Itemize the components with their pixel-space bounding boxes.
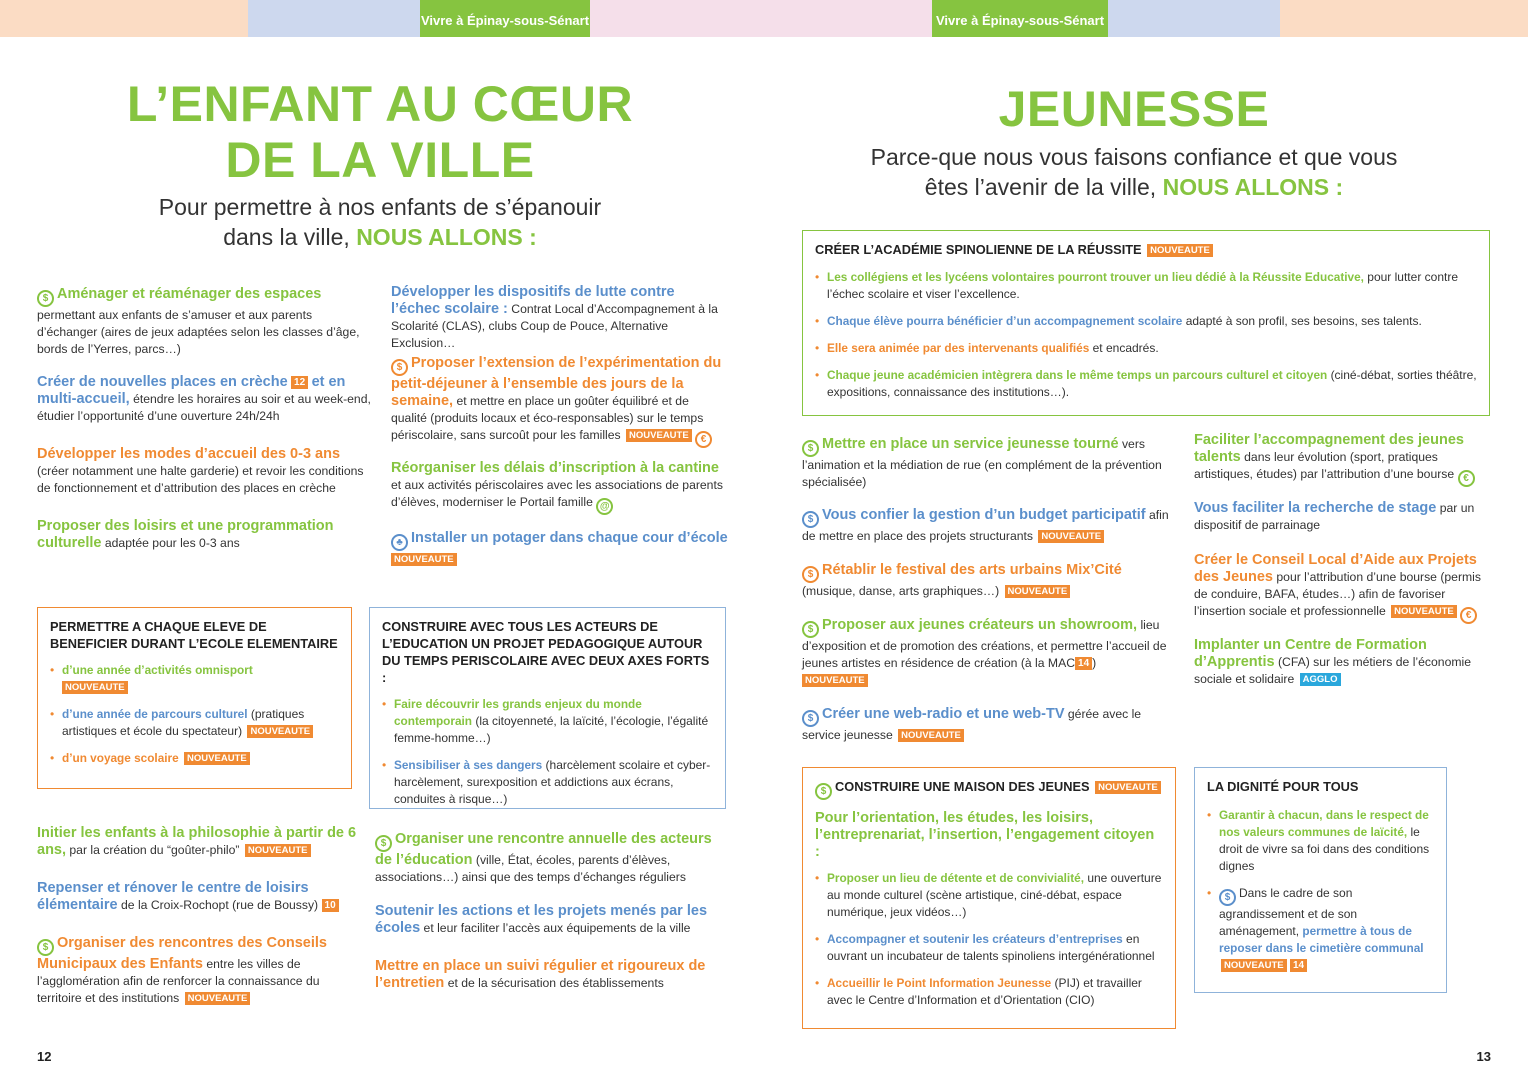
header-right: Vivre à Épinay-sous-Sénart (932, 0, 1108, 37)
item-conseils: $ Organiser des rencontres des Conseils Municipaux des Enfants entre les villes de l’agglomération afin de renforcer la connaissance du territoire et des institutions NOUVEAUTE (37, 935, 327, 1005)
item-budget: $ Vous confier la gestion d’un budget participatif afin de mettre en place des projets structurants NOUVEAUTE (802, 507, 1169, 543)
item-creche: Créer de nouvelles places en crèche 12 et en multi-accueil, étendre les horaires au soir et au week-end, étudier l’opportunité d’une ouverture 24h/24h (37, 374, 371, 423)
left-subtitle: Pour permettre à nos enfants de s’épanouir dans la ville, NOUS ALLONS : (158, 194, 602, 250)
item-festival: $ Rétablir le festival des arts urbains Mix’Cité (musique, danse, arts graphiques…) NOUVEAUTE (802, 562, 1122, 598)
page-number-left: 12 (37, 1049, 52, 1064)
item-potager: ♣ Installer un potager dans chaque cour d’école NOUVEAUTE (391, 530, 731, 568)
band-pink (590, 0, 932, 37)
euro-icon: € (1458, 470, 1475, 487)
item-cfa: Implanter un Centre de Formation d’Apprentis (CFA) sur les métiers de l’économie sociale et solidaire AGGLO (1194, 637, 1471, 686)
box-eleve: PERMETTRE A CHAQUE ELEVE DE BENEFICIER DURANT L’ECOLE ELEMENTAIRE • d’une année d’activités omnisport NOUVEAUTE • d’une année de parcours culturel (pratiques artistiques et école du spectateur) NOUVEAUTE • d’un voyage scolaire NOUVEAUTE (37, 607, 352, 789)
item-entretien: Mettre en place un suivi régulier et rigoureux de l’entretien et de la sécurisation des établissements (375, 958, 706, 991)
item-webradio: $ Créer une web-radio et une web-TV gérée avec le service jeunesse NOUVEAUTE (802, 706, 1142, 742)
band-blue-left (248, 0, 420, 37)
item-centre-loisirs: Repenser et rénover le centre de loisirs élémentaire de la Croix-Rochopt (rue de Boussy) 10 (37, 880, 357, 914)
euro-circle-icon: $ (375, 835, 392, 852)
right-title: JEUNESSE (998, 81, 1270, 137)
item-service-jeunesse: $ Mettre en place un service jeunesse tourné vers l’animation et la médiation de rue (en complément de la prévention spécialisée) (802, 436, 1162, 489)
at-icon: @ (596, 498, 613, 515)
euro-icon: € (695, 431, 712, 448)
euro-circle-icon: $ (37, 939, 54, 956)
euro-circle-icon: $ (802, 621, 819, 638)
item-conseil-local: Créer le Conseil Local d’Aide aux Projets des Jeunes pour l’attribution d’une bourse (permis de conduire, BAFA, études…) afin de favoriser l’insertion sociale et professionnelle NOUVEAUTE € (1194, 552, 1492, 624)
item-amenager: $ Aménager et réaménager des espaces permettant aux enfants de s’amuser et aux parents d’échanger (aires de jeux adaptées selon les classes d’âge, bords de l’Yerres, parcs…) (37, 286, 360, 356)
page-number-right: 13 (1476, 1049, 1491, 1064)
item-echec: Développer les dispositifs de lutte contre l’échec scolaire : Contrat Local d’Accompagnement à la Scolarité (CLAS), clubs Coup de Pouce, Alternative Exclusion… (391, 284, 718, 350)
item-rencontre-acteurs: $ Organiser une rencontre annuelle des acteurs de l’éducation (ville, État, écoles, parents d’élèves, associations…) ainsi que des temps d’échanges réguliers (375, 831, 712, 884)
header-left: Vivre à Épinay-sous-Sénart (420, 0, 590, 37)
euro-circle-icon: $ (802, 511, 819, 528)
item-talents: Faciliter l’accompagnement des jeunes talents dans leur évolution (sport, pratiques artistiques, études) par l’attribution d’une bourse € (1194, 432, 1492, 487)
item-cantine: Réorganiser les délais d’inscription à la cantine et aux activités périscolaires avec les associations de parents d’élèves, moderniser le Portail famille @ (391, 460, 726, 515)
band-peach-left (0, 0, 248, 37)
item-petit-dej: $ Proposer l’extension de l’expérimentation du petit-déjeuner à l’ensemble des jours de la semaine, et mettre en place un goûter équilibré et de qualité (produits locaux et éco-responsables) sur le temps périscolaire, sans surcoût pour les familles NOUVEAUTE € (391, 355, 726, 448)
euro-circle-icon: $ (802, 566, 819, 583)
item-stage: Vous faciliter la recherche de stage par un dispositif de parrainage (1194, 500, 1475, 532)
box-maison-jeunes: $ CONSTRUIRE UNE MAISON DES JEUNES NOUVEAUTE Pour l’orientation, les études, les loisirs, l’entreprenariat, l’insertion, l’engagement citoyen : • Proposer un lieu de détente et de convivialité, une ouverture au monde culturel (scène artistique, ciné-débat, espace numérique, jeux vidéos…) • Accompagner et soutenir les créateurs d’entreprises en ouvrant un incubateur de talents spinoliens intergénérationnel • Accueillir le Point Information Jeunesse (PIJ) et travailler avec le Centre d’Information et d’Orientation (CIO) (802, 767, 1176, 1029)
euro-circle-icon: $ (391, 359, 408, 376)
box-periscolaire: CONSTRUIRE AVEC TOUS LES ACTEURS DE L’EDUCATION UN PROJET PEDAGOGIQUE AUTOUR DU TEMPS PERISCOLAIRE AVEC DEUX AXES FORTS : • Faire découvrir les grands enjeux du monde contemporain (la citoyenneté, la laïcité, l’écologie, l’égalité femme-homme…) • Sensibiliser à ses dangers (harcèlement scolaire et cyber-harcèlement, surexposition et addictions aux écrans, conduites à risque…) (369, 607, 726, 809)
box-academie: CRÉER L’ACADÉMIE SPINOLIENNE DE LA RÉUSSITE NOUVEAUTE • Les collégiens et les lycéens volontaires pourront trouver un lieu dédié à la Réussite Educative, pour lutter contre l’échec scolaire et viser l’excellence. • Chaque élève pourra bénéficier d’un accompagnement scolaire adapté à son profil, ses besoins, ses talents. • Elle sera animée par des intervenants qualifiés et encadrés. • Chaque jeune académicien intègrera dans le même temps un parcours culturel et citoyen (ciné-débat, sorties théâtre, expositions, connaissance des institutions…). (802, 230, 1490, 416)
euro-circle-icon: $ (37, 290, 54, 307)
euro-circle-icon: $ (802, 710, 819, 727)
euro-circle-icon: $ (1219, 889, 1236, 906)
item-showroom: $ Proposer aux jeunes créateurs un showroom, lieu d’exposition et de promotion des créations, et permettre l’accueil de jeunes artistes en résidence de création (à la MAC 14 ) NOUVEAUTE (802, 617, 1167, 687)
euro-icon: € (1460, 607, 1477, 624)
euro-circle-icon: $ (802, 440, 819, 457)
item-loisirs-03: Proposer des loisirs et une programmation culturelle adaptée pour les 0-3 ans (37, 518, 334, 551)
euro-circle-icon: $ (815, 783, 832, 800)
band-blue-right (1108, 0, 1280, 37)
item-soutenir-ecoles: Soutenir les actions et les projets menés par les écoles et leur faciliter l’accès aux équipements de la ville (375, 903, 708, 936)
left-title: L’ENFANT AU CŒUR DE LA VILLE (126, 76, 634, 188)
tree-icon: ♣ (391, 534, 408, 551)
right-subtitle: Parce-que nous vous faisons confiance et que vous êtes l’avenir de la ville, NOUS ALLONS : (870, 144, 1398, 200)
item-philo: Initier les enfants à la philosophie à partir de 6 ans, par la création du “goûter-philo” NOUVEAUTE (37, 825, 357, 858)
band-peach-right (1280, 0, 1528, 37)
box-dignite: LA DIGNITÉ POUR TOUS • Garantir à chacun, dans le respect de nos valeurs communes de laïcité, le droit de vivre sa foi dans des conditions dignes • $ Dans le cadre de son agrandissement et de son aménagement, permettre à tous de reposer dans le cimetière communal NOUVEAUTE 14 (1194, 767, 1447, 993)
item-accueil-03: Développer les modes d’accueil des 0-3 ans (créer notamment une halte garderie) et revoir les conditions de fonctionnement et d’attribution des places en crèche (37, 446, 364, 495)
